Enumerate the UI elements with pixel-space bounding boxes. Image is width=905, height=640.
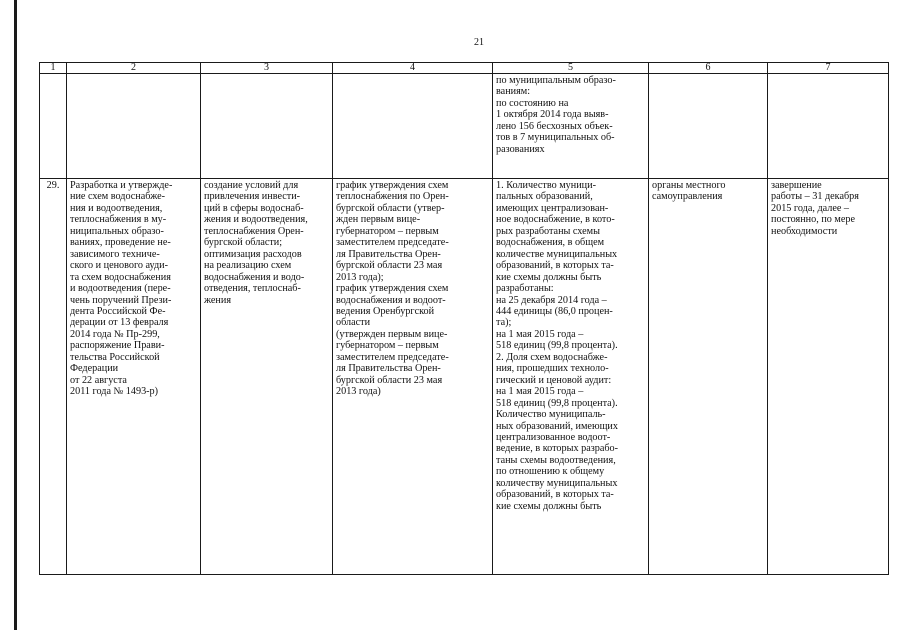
documents-text: график утверждения схем теплоснабжения по Орен- бургской области (утвер- жден первым вице- губернатором – первым заместителем председате- ля Правительства Орен- бургской области 23 мая 2013 года); график утверждения схем водоснабжения и водоот- ведения Оренбургской области (утвержден первым вице- губернатором – первым заместителем председате- ля Правительства Орен- бургской области 23 мая 2013 года) — [336, 180, 449, 398]
cell-empty — [649, 74, 768, 179]
measures-table — [39, 62, 889, 575]
row-number — [40, 179, 67, 575]
column-number: 1 — [40, 63, 67, 74]
cell-measure-name — [67, 179, 201, 575]
row-number-text: 29. — [46, 180, 60, 191]
column-number: 3 — [201, 63, 333, 74]
cell-empty — [768, 74, 889, 179]
cell-responsible — [649, 179, 768, 575]
cell-expected-result — [201, 179, 333, 575]
scan-edge-bar — [14, 0, 17, 630]
cell-empty — [201, 74, 333, 179]
cell-empty — [333, 74, 493, 179]
cell-empty — [67, 74, 201, 179]
cell-empty — [40, 74, 67, 179]
deadline-text: завершение работы – 31 декабря 2015 года, далее – постоянно, по мере необходимости — [771, 180, 859, 237]
cell-deadline — [768, 179, 889, 575]
column-number: 7 — [768, 63, 889, 74]
indicators-continued-text: по муниципальным образо- ваниям: по состоянию на 1 октября 2014 года выяв- лено 156 бесхозных объек- тов в 7 муниципальных об- разованиях — [496, 75, 616, 155]
cell-documents — [333, 179, 493, 575]
continuation-row — [40, 74, 889, 179]
table-row-29 — [40, 179, 889, 575]
measure-name-text: Разработка и утвержде- ние схем водоснабже- ния и водоотведения, теплоснабжения в му- ниципальных образо- ваниях, проведение не- зависимого техниче- ского и ценового ауди- та схем водоснабжения и водоотведения (пере- чень поручений Прези- дента Российской Фе- дерации от 13 февраля 2014 года № Пр-299, распоряжение Прави- тельства Российской Федерации от 22 августа 2011 года № 1493-р) — [70, 180, 173, 398]
indicators-text: 1. Количество муници- пальных образований, имеющих централизован- ное водоснабжение, в кото- рых разработаны схемы водоснабжения, в общем количестве муниципальных образований, в которых та- кие схемы должны быть разработаны: на 25 декабря 2014 года – 444 единицы (86,0 процен- та); на 1 мая 2015 года – 518 единиц (99,8 процента). 2. Доля схем водоснабже- ния, прошедших техноло- гический и ценовой аудит: на 1 мая 2015 года – 518 единиц (99,8 процента). Количество муниципаль- ных образований, имеющих централизованное водоот- ведение, в которых разрабо- таны схемы водоотведения, по отношению к общему количеству муниципальных образований, в которых та- кие схемы должны быть — [496, 180, 619, 512]
column-number-row — [40, 63, 889, 74]
responsible-text: органы местного самоуправления — [652, 180, 726, 203]
column-number: 6 — [649, 63, 768, 74]
column-number: 5 — [493, 63, 649, 74]
column-number: 4 — [333, 63, 493, 74]
page-number: 21 — [474, 37, 484, 48]
cell-indicators — [493, 179, 649, 575]
cell-indicators-continued — [493, 74, 649, 179]
column-number: 2 — [67, 63, 201, 74]
expected-result-text: создание условий для привлечения инвести- ций в сферы водоснаб- жения и водоотведения, теплоснабжения Орен- бургской области; оптимизация расходов на реализацию схем водоснабжения и водо- отведения, теплоснаб- жения — [204, 180, 308, 306]
